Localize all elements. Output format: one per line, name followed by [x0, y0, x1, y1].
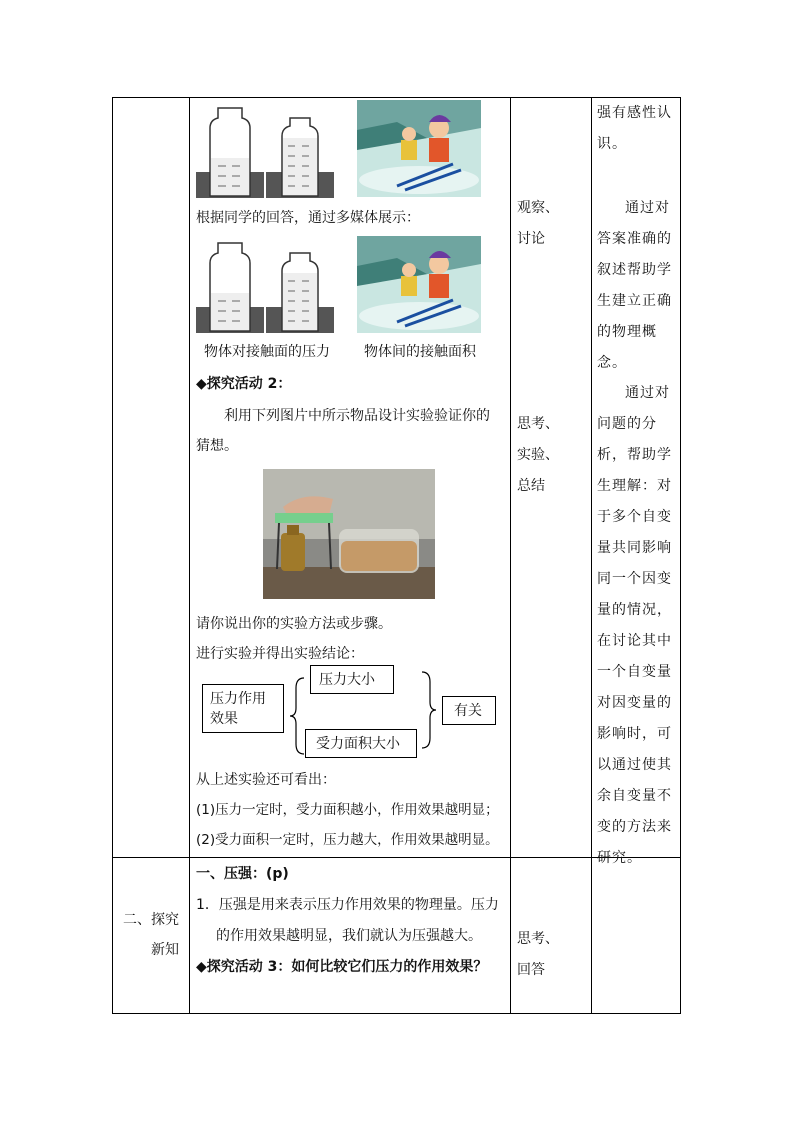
table-col-divider-3 — [591, 97, 592, 1014]
skier-illustration-2 — [357, 236, 481, 333]
table-border-top — [112, 97, 681, 98]
student-activity-think-2: 实验、 — [517, 447, 559, 463]
diagram-effect-line1: 压力作用 — [210, 691, 266, 707]
point-1: (1)压力一定时，受力面积越小，作用效果越明显； — [196, 802, 499, 818]
diagram-effect-box — [202, 684, 284, 733]
pressure-heading: 一、压强：(p) — [196, 866, 289, 882]
caption-contact-area: 物体间的接触面积 — [364, 344, 476, 360]
point-2: (2)受力面积一定时，压力越大，作用效果越明显。 — [196, 832, 499, 848]
diagram-pressure-box — [310, 665, 394, 694]
student-activity-observe-2: 讨论 — [517, 231, 545, 247]
jars-illustration-1 — [196, 100, 266, 200]
student-activity-row2-2: 回答 — [517, 962, 545, 978]
activity2-line2: 猜想。 — [196, 438, 238, 454]
student-activity-think — [517, 409, 587, 502]
multimedia-intro: 根据同学的回答，通过多媒体展示： — [196, 210, 420, 226]
left-brace-icon — [288, 676, 308, 756]
right-brace-icon — [418, 670, 438, 750]
also-see: 从上述实验还可看出： — [196, 772, 336, 788]
conclusion-intro: 进行实验并得出实验结论： — [196, 646, 364, 662]
jars-illustration-4 — [266, 235, 336, 335]
student-activity-row2 — [517, 924, 587, 986]
activity2-title: ◆探究活动 2： — [196, 376, 292, 392]
activity2-line1: 利用下列图片中所示物品设计实验验证你的 — [224, 408, 490, 424]
table-col-divider-2 — [510, 97, 511, 1014]
jars-illustration-2 — [266, 100, 336, 200]
caption-pressure: 物体对接触面的压力 — [204, 344, 330, 360]
intent-middle: 通过对答案准确的叙述帮助学生建立正确的物理概念。 — [597, 200, 672, 371]
diagram-area-box — [305, 729, 417, 758]
table-border-left — [112, 97, 113, 1014]
stage-label-1: 二、探究 — [123, 912, 179, 928]
table-border-right — [680, 97, 681, 1014]
activity3: ◆探究活动 3：如何比较它们压力的作用效果？ — [196, 959, 488, 975]
pressure-def-line2: 的作用效果越明显，我们就认为压强越大。 — [216, 928, 482, 944]
table-row-divider — [112, 857, 681, 858]
pressure-def-line1: 1．压强是用来表示压力作用效果的物理量。压力 — [196, 897, 499, 913]
diagram-effect-line2: 效果 — [210, 711, 238, 727]
diagram-related-box — [442, 696, 496, 725]
student-activity-observe — [517, 193, 587, 255]
experiment-photo — [263, 469, 435, 599]
skier-illustration — [357, 100, 481, 197]
intent-top: 强有感性认识。 — [597, 105, 672, 152]
stage-label-2: 新知 — [151, 942, 179, 958]
jars-illustration-3 — [196, 235, 266, 335]
student-activity-think-1: 思考、 — [517, 416, 559, 432]
table-border-bottom — [112, 1013, 681, 1014]
student-activity-observe-1: 观察、 — [517, 200, 559, 216]
ask-method: 请你说出你的实验方法或步骤。 — [196, 616, 392, 632]
intent-bottom: 通过对问题的分析，帮助学生理解：对于多个自变量共同影响同一个因变量的情况，在讨论其中一个自变量对因变量的影响时，可以通过使其余自变量不变的方法来研究。 — [597, 385, 672, 866]
diagram-pressure-label: 压力大小 — [319, 672, 375, 688]
student-activity-row2-1: 思考、 — [517, 931, 559, 947]
student-activity-think-3: 总结 — [517, 478, 545, 494]
diagram-related-label: 有关 — [454, 703, 482, 719]
diagram-area-label: 受力面积大小 — [316, 736, 400, 752]
table-col-divider-1 — [189, 97, 190, 1014]
